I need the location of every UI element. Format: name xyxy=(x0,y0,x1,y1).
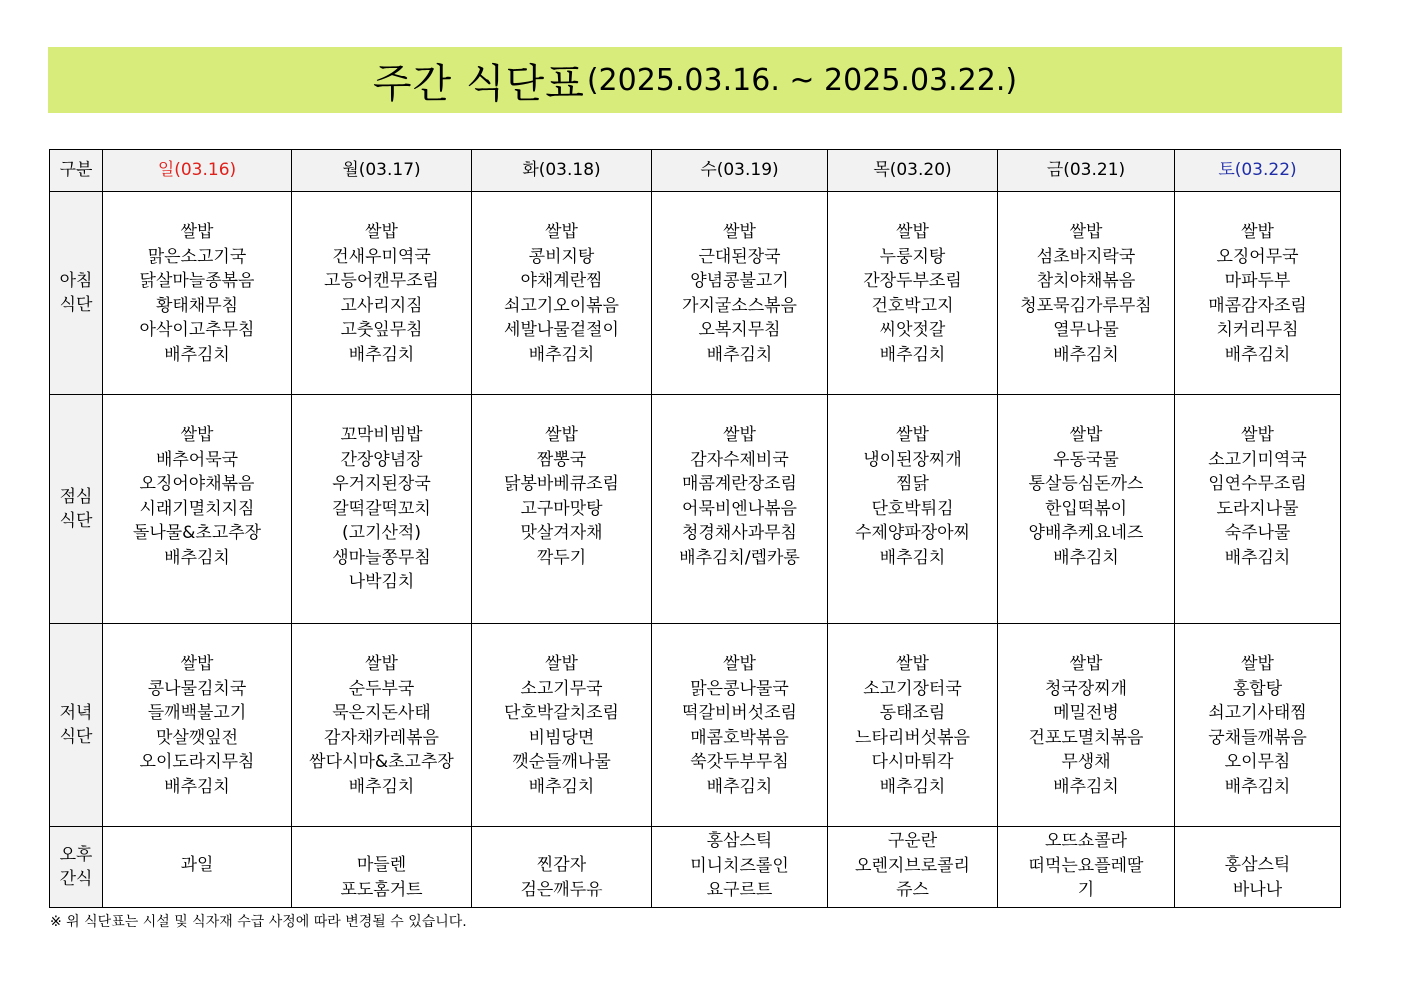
menu-item: 오징어야채볶음 xyxy=(139,474,255,494)
menu-item: 청경채사과무침 xyxy=(682,523,797,543)
menu-item: 마파두부 xyxy=(1224,271,1291,291)
header-row xyxy=(50,150,1341,192)
menu-item: 열무나물 xyxy=(1053,320,1119,340)
date-range: (2025.03.16. ~ 2025.03.22.) xyxy=(586,62,1018,98)
meal-cell xyxy=(292,624,472,827)
day-header-sat: 토(03.22) xyxy=(1175,150,1341,192)
row-label-line: 아침 xyxy=(59,270,93,291)
meal-cell xyxy=(828,624,998,827)
menu-item: 섬초바지락국 xyxy=(1036,246,1136,267)
menu-item: 누룽지탕 xyxy=(879,246,946,267)
meal-cell xyxy=(472,192,652,395)
menu-item: 배추김치/렙카롱 xyxy=(679,547,800,568)
menu-item: 쌀밥 xyxy=(180,654,214,674)
menu-item: 깻순들깨나물 xyxy=(512,752,611,772)
snack-item: 오렌지브로콜리 xyxy=(855,855,970,876)
menu-item: 씨앗젓갈 xyxy=(879,320,946,340)
menu-item: 고춧잎무침 xyxy=(340,320,423,340)
day-header-fri: 금(03.21) xyxy=(998,150,1175,192)
snack-cell xyxy=(828,827,998,908)
menu-item: 쌀밥 xyxy=(896,654,929,674)
menu-item: 쌀밥 xyxy=(545,222,578,242)
row-label-line: 오후 xyxy=(59,844,93,865)
menu-item: 짬뽕국 xyxy=(536,449,587,470)
snack-cell xyxy=(652,827,828,908)
meal-cell xyxy=(103,192,292,395)
menu-item: 들깨백불고기 xyxy=(147,703,247,723)
menu-item: 청포묵김가루무침 xyxy=(1020,295,1152,316)
meal-cell xyxy=(292,395,472,624)
menu-item: 아삭이고추무침 xyxy=(139,320,255,340)
snack-item: 포도홈거트 xyxy=(340,879,423,900)
row-label xyxy=(50,624,103,827)
menu-item: 쌀밥 xyxy=(1069,425,1103,445)
lunch-row xyxy=(50,395,1341,624)
snack-item: 과일 xyxy=(180,854,214,875)
menu-item: 세발나물겉절이 xyxy=(504,320,619,340)
menu-item: 쌀밥 xyxy=(545,654,578,674)
menu-item: 쌀밥 xyxy=(365,654,398,674)
snack-item: 찐감자 xyxy=(536,855,587,875)
snack-item: 마들렌 xyxy=(356,855,407,875)
menu-item: 맑은소고기국 xyxy=(147,246,247,267)
menu-item: 배추김치 xyxy=(706,344,773,365)
menu-item: 돌나물&초고추장 xyxy=(132,523,262,543)
menu-item: 꼬막비빔밥 xyxy=(340,425,423,445)
menu-item: 참치야채볶음 xyxy=(1036,271,1136,291)
menu-item: 쌀밥 xyxy=(896,425,929,445)
menu-item: 쇠고기사태찜 xyxy=(1208,703,1307,723)
menu-item: 배추김치 xyxy=(1224,547,1291,568)
menu-item: 쌀밥 xyxy=(1241,425,1274,445)
menu-item: 맑은콩나물국 xyxy=(690,678,789,699)
snack-item: 홍삼스틱 xyxy=(1224,855,1291,875)
menu-item: 쌀밥 xyxy=(545,425,578,445)
snack-item: 요구르트 xyxy=(706,880,773,900)
menu-item: 고구마맛탕 xyxy=(520,498,603,519)
menu-item: 단호박튀김 xyxy=(871,498,954,519)
menu-item: 쌀밥 xyxy=(1069,654,1103,674)
menu-item: 배추김치 xyxy=(164,547,230,568)
row-label-line: 저녁 xyxy=(59,702,93,723)
menu-item: 배추김치 xyxy=(879,344,946,365)
meal-cell xyxy=(828,192,998,395)
day-header-thu: 목(03.20) xyxy=(828,150,998,192)
menu-item: 도라지나물 xyxy=(1216,498,1299,519)
menu-item: 수제양파장아찌 xyxy=(855,523,970,543)
meal-cell xyxy=(1175,395,1341,624)
menu-item: 건포도멸치볶음 xyxy=(1028,727,1144,748)
menu-item: 단호박갈치조림 xyxy=(504,703,619,723)
menu-item: 간장양념장 xyxy=(340,449,423,470)
page-title: 주간 식단표 xyxy=(372,60,585,107)
menu-item: 찜닭 xyxy=(896,474,929,494)
menu-item: 동태조림 xyxy=(879,703,946,723)
menu-item: 소고기미역국 xyxy=(1208,449,1307,470)
menu-item: 배추김치 xyxy=(164,776,230,797)
menu-item: 오복지무침 xyxy=(698,320,781,340)
meal-cell xyxy=(292,192,472,395)
menu-item: 쌀밥 xyxy=(1069,222,1103,242)
menu-item: 쌀밥 xyxy=(896,222,929,242)
row-label-line: 식단 xyxy=(59,511,93,531)
menu-item: 배추김치 xyxy=(164,344,230,365)
menu-item: 떡갈비버섯조림 xyxy=(682,703,797,723)
snack-item: 떠먹는요플레딸 xyxy=(1028,855,1144,876)
menu-item: 콩비지탕 xyxy=(528,246,595,267)
menu-item: 배추김치 xyxy=(528,776,595,797)
breakfast-row xyxy=(50,192,1341,395)
snack-cell xyxy=(472,827,652,908)
menu-item: 우동국물 xyxy=(1053,449,1119,470)
meal-cell xyxy=(998,395,1175,624)
menu-item: 다시마튀각 xyxy=(871,752,954,772)
snack-item: 기 xyxy=(1077,880,1095,900)
menu-item: 배추김치 xyxy=(348,344,415,365)
menu-item: 쌀밥 xyxy=(180,425,214,445)
snack-item: 홍삼스틱 xyxy=(706,831,773,851)
menu-item: 홍합탕 xyxy=(1232,678,1283,699)
menu-item: 배추김치 xyxy=(879,547,946,568)
menu-item: 냉이된장찌개 xyxy=(863,449,962,470)
snack-cell xyxy=(103,827,292,908)
menu-item: 무생채 xyxy=(1061,752,1111,772)
day-header-tue: 화(03.18) xyxy=(472,150,652,192)
menu-item: 야채계란찜 xyxy=(520,271,603,291)
menu-item: 소고기장터국 xyxy=(863,678,962,699)
row-label-line: 간식 xyxy=(59,869,93,889)
menu-item: 배추김치 xyxy=(1053,547,1119,568)
menu-item: 갈떡갈떡꼬치 xyxy=(332,498,431,519)
menu-item: 배추김치 xyxy=(1053,776,1119,797)
row-label-line: 식단 xyxy=(59,727,93,747)
menu-item: 쌀밥 xyxy=(365,222,398,242)
menu-item: 맛살겨자채 xyxy=(520,523,603,543)
menu-item: 숙주나물 xyxy=(1224,523,1291,543)
meal-cell xyxy=(103,395,292,624)
snack-item: 쥬스 xyxy=(896,880,929,900)
menu-item: 임연수무조림 xyxy=(1208,474,1307,494)
menu-item: 닭봉바베큐조림 xyxy=(504,474,619,494)
menu-item: 고사리지짐 xyxy=(340,295,423,316)
meal-cell xyxy=(998,192,1175,395)
menu-item: 오이도라지무침 xyxy=(139,752,255,772)
menu-item: 쌀밥 xyxy=(1241,654,1274,674)
row-label xyxy=(50,395,103,624)
menu-item: 매콤감자조림 xyxy=(1208,295,1307,316)
menu-item: 닭살마늘종볶음 xyxy=(139,271,255,291)
menu-item: 양념콩불고기 xyxy=(690,271,789,291)
meal-cell xyxy=(1175,192,1341,395)
menu-item: 쌀밥 xyxy=(180,222,214,242)
row-label xyxy=(50,827,103,908)
menu-item: 묵은지돈사태 xyxy=(332,703,431,723)
menu-item: 순두부국 xyxy=(348,678,415,699)
snack-item: 바나나 xyxy=(1232,879,1283,900)
menu-item: 청국장찌개 xyxy=(1044,678,1128,699)
snack-item: 미니치즈롤인 xyxy=(690,855,789,876)
menu-item: 배추김치 xyxy=(348,776,415,797)
snack-cell xyxy=(1175,827,1341,908)
menu-item: 쌈다시마&초고추장 xyxy=(309,752,454,772)
menu-item: 오이무침 xyxy=(1224,752,1291,772)
menu-item: 건호박고지 xyxy=(871,295,954,316)
menu-item: 쌀밥 xyxy=(723,654,756,674)
meal-cell xyxy=(103,624,292,827)
menu-item: 건새우미역국 xyxy=(332,246,431,267)
menu-item: 배추어묵국 xyxy=(155,449,239,470)
footnote: ※ 위 식단표는 시설 및 식자재 수급 사정에 따라 변경될 수 있습니다. xyxy=(50,914,467,930)
menu-item: 배추김치 xyxy=(1224,776,1291,797)
menu-item: 배추김치 xyxy=(1224,344,1291,365)
header-label: 구분 xyxy=(50,150,103,192)
meal-cell xyxy=(1175,624,1341,827)
meal-cell xyxy=(828,395,998,624)
dinner-row xyxy=(50,624,1341,827)
menu-item: 간장두부조림 xyxy=(863,271,962,291)
meal-cell xyxy=(472,624,652,827)
menu-item: 오징어무국 xyxy=(1216,246,1299,267)
menu-item: 쌀밥 xyxy=(723,425,756,445)
menu-item: 고등어캔무조림 xyxy=(324,271,439,291)
meal-cell xyxy=(652,192,828,395)
snack-row xyxy=(50,827,1341,908)
row-label-line: 식단 xyxy=(59,295,93,315)
menu-item: (고기산적) xyxy=(342,523,421,543)
title-bar xyxy=(48,47,1342,113)
menu-item: 배추김치 xyxy=(879,776,946,797)
snack-cell xyxy=(998,827,1175,908)
menu-item: 비빔당면 xyxy=(528,727,595,748)
menu-item: 감자채카레볶음 xyxy=(324,727,439,748)
menu-item: 맛살깻잎전 xyxy=(155,727,239,748)
snack-item: 오뜨쇼콜라 xyxy=(1044,831,1128,851)
menu-item: 배추김치 xyxy=(706,776,773,797)
menu-item: 한입떡볶이 xyxy=(1044,498,1128,519)
snack-item: 구운란 xyxy=(887,831,938,851)
meal-cell xyxy=(652,624,828,827)
meal-table xyxy=(49,149,1341,908)
snack-item: 검은깨두유 xyxy=(520,879,603,900)
menu-item: 배추김치 xyxy=(528,344,595,365)
menu-item: 쑥갓두부무침 xyxy=(690,752,789,772)
menu-item: 배추김치 xyxy=(1053,344,1119,365)
menu-item: 우거지된장국 xyxy=(332,474,431,494)
menu-item: 콩나물김치국 xyxy=(147,678,247,699)
day-header-mon: 월(03.17) xyxy=(292,150,472,192)
menu-item: 궁채들깨볶음 xyxy=(1208,727,1307,748)
meal-cell xyxy=(652,395,828,624)
meal-cell xyxy=(998,624,1175,827)
menu-item: 근대된장국 xyxy=(698,246,781,267)
menu-item: 쇠고기오이볶음 xyxy=(504,295,619,316)
menu-item: 나박김치 xyxy=(348,572,415,592)
meal-cell xyxy=(472,395,652,624)
menu-item: 가지굴소스볶음 xyxy=(682,295,797,316)
day-header-sun: 일(03.16) xyxy=(103,150,292,192)
menu-item: 어묵비엔나볶음 xyxy=(682,498,797,519)
menu-item: 치커리무침 xyxy=(1216,320,1299,340)
menu-item: 황태채무침 xyxy=(155,295,239,316)
snack-cell xyxy=(292,827,472,908)
menu-item: 매콤호박볶음 xyxy=(690,727,789,748)
menu-item: 쌀밥 xyxy=(1241,222,1274,242)
menu-item: 매콤계란장조림 xyxy=(682,474,797,494)
row-label xyxy=(50,192,103,395)
menu-item: 쌀밥 xyxy=(723,222,756,242)
menu-item: 통살등심돈까스 xyxy=(1028,474,1144,494)
row-label-line: 점심 xyxy=(59,486,93,507)
menu-item: 감자수제비국 xyxy=(690,449,789,470)
menu-item: 깍두기 xyxy=(536,547,587,568)
menu-item: 느타리버섯볶음 xyxy=(855,727,970,748)
menu-item: 양배추케요네즈 xyxy=(1028,523,1144,543)
day-header-wed: 수(03.19) xyxy=(652,150,828,192)
menu-item: 시래기멸치지짐 xyxy=(139,498,255,519)
menu-item: 메밀전병 xyxy=(1053,703,1119,723)
menu-item: 소고기무국 xyxy=(520,678,603,699)
menu-item: 생마늘쫑무침 xyxy=(332,547,431,568)
